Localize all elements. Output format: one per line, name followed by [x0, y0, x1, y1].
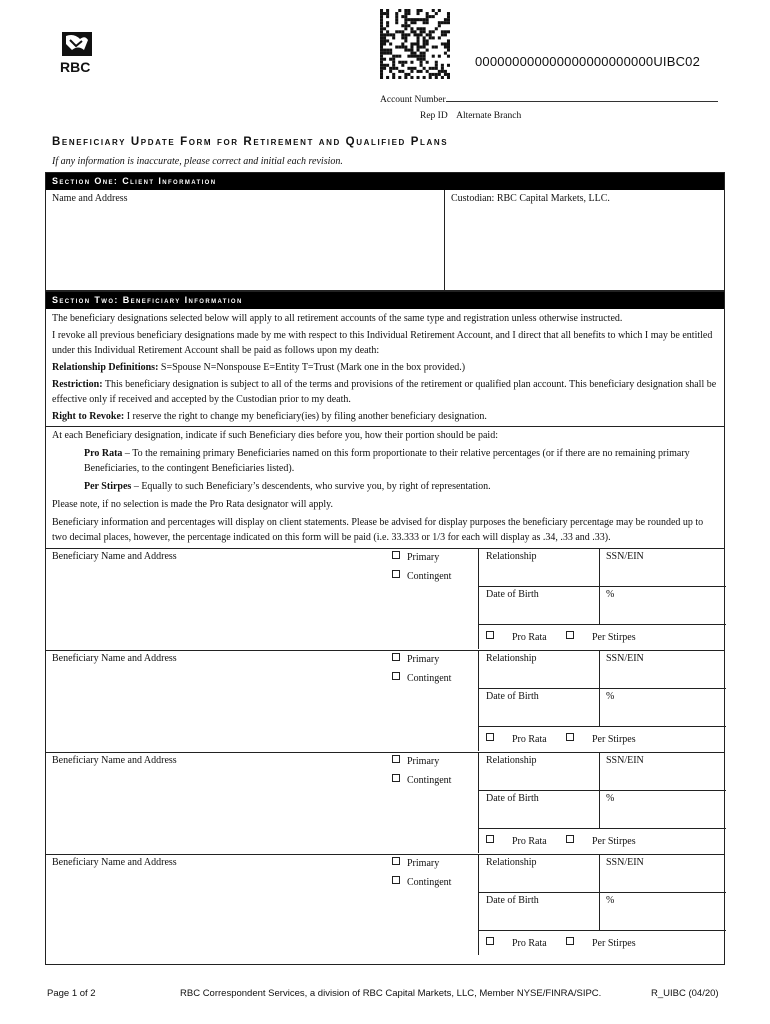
checkbox-icon	[566, 733, 574, 741]
relationship-field[interactable]	[486, 551, 537, 562]
per-stirpes-option-label: Per Stirpes	[592, 734, 636, 745]
beneficiary-name-address-field[interactable]	[52, 653, 177, 664]
restriction	[46, 377, 724, 407]
predecease-instruction: At each Beneficiary designation, indicate if such Beneficiary dies before you, how their portion should be paid:	[52, 430, 498, 441]
checkbox-icon	[392, 774, 400, 782]
barcode	[380, 9, 450, 79]
dob-label: Date of Birth	[486, 691, 539, 702]
default-note: Please note, if no selection is made the Pro Rata designator will apply.	[52, 499, 333, 510]
beneficiary-details-grid	[478, 549, 727, 649]
dob-field[interactable]	[486, 793, 539, 804]
dob-field[interactable]	[486, 589, 539, 600]
percentage-field[interactable]	[606, 589, 614, 600]
primary-label: Primary	[407, 654, 440, 665]
per-stirpes-checkbox[interactable]	[566, 835, 636, 847]
percentage-label: %	[606, 793, 615, 804]
ssn-label: SSN/EIN	[606, 653, 644, 664]
contingent-checkbox[interactable]	[392, 876, 451, 888]
ssn-field[interactable]	[606, 857, 644, 868]
beneficiary-block	[46, 854, 724, 956]
checkbox-icon	[392, 876, 400, 884]
checkbox-icon	[566, 937, 574, 945]
pro-rata-checkbox[interactable]	[486, 733, 547, 745]
percentage-label: %	[606, 589, 615, 600]
logo-text: RBC	[60, 59, 91, 75]
beneficiary-details-grid	[478, 651, 727, 751]
rbc-logo	[54, 30, 100, 78]
checkbox-icon	[392, 672, 400, 680]
pro-rata-option-label: Pro Rata	[512, 632, 547, 643]
primary-label: Primary	[407, 858, 440, 869]
relationship-label: Relationship	[486, 755, 537, 766]
right-to-revoke-label: Right to Revoke:	[52, 411, 125, 422]
pro-rata-definition	[46, 446, 724, 476]
section-one	[45, 172, 725, 291]
primary-checkbox[interactable]	[392, 653, 439, 665]
section-two	[45, 291, 725, 965]
checkbox-icon	[486, 631, 494, 639]
relationship-label: Relationship	[486, 551, 537, 562]
custodian-label: Custodian: RBC Capital Markets, LLC.	[451, 193, 610, 204]
restriction-text: This beneficiary designation is subject to all of the terms and provisions of the retirement or qualified plan account. This beneficiary designation shall be effective only if received and accepted by the Custodian prior to my death.	[52, 379, 717, 405]
pro-rata-option-label: Pro Rata	[512, 938, 547, 949]
checkbox-icon	[486, 835, 494, 843]
percentage-field[interactable]	[606, 895, 614, 906]
ssn-label: SSN/EIN	[606, 551, 644, 562]
section-one-header: Section One: Client Information	[46, 173, 724, 190]
per-stirpes-definition	[46, 479, 724, 494]
dob-field[interactable]	[486, 691, 539, 702]
rep-id-row	[420, 111, 725, 121]
primary-label: Primary	[407, 552, 440, 563]
pro-rata-text: – To the remaining primary Beneficiaries named on this form proportionate to their relative percentages (or if there are no remaining primary Beneficiaries, to the contingent Beneficiaries listed).	[84, 448, 690, 474]
beneficiary-name-address-field[interactable]	[52, 755, 177, 766]
per-stirpes-option-label: Per Stirpes	[592, 632, 636, 643]
dob-label: Date of Birth	[486, 895, 539, 906]
contingent-label: Contingent	[407, 673, 452, 684]
primary-label: Primary	[407, 756, 440, 767]
contingent-label: Contingent	[407, 775, 452, 786]
pro-rata-label: Pro Rata	[84, 448, 123, 459]
relationship-definitions-label: Relationship Definitions:	[52, 362, 159, 373]
account-number-field[interactable]	[380, 92, 725, 105]
contingent-label: Contingent	[407, 877, 452, 888]
per-stirpes-text: – Equally to such Beneficiary’s descendents, who survive you, by right of representation.	[131, 481, 491, 492]
pro-rata-option-label: Pro Rata	[512, 734, 547, 745]
checkbox-icon	[392, 653, 400, 661]
form-title: Beneficiary Update Form for Retirement and Qualified Plans	[52, 136, 449, 148]
per-stirpes-label: Per Stirpes	[84, 481, 132, 492]
relationship-label: Relationship	[486, 653, 537, 664]
relationship-field[interactable]	[486, 755, 537, 766]
beneficiary-block	[46, 752, 724, 854]
beneficiary-details-grid	[478, 855, 727, 955]
percentage-label: %	[606, 691, 615, 702]
account-number-label: Account Number	[380, 95, 446, 105]
per-stirpes-option-label: Per Stirpes	[592, 836, 636, 847]
contingent-checkbox[interactable]	[392, 672, 451, 684]
checkbox-icon	[392, 857, 400, 865]
pro-rata-checkbox[interactable]	[486, 631, 547, 643]
contingent-label: Contingent	[407, 571, 452, 582]
beneficiary-name-label: Beneficiary Name and Address	[52, 857, 177, 868]
pro-rata-checkbox[interactable]	[486, 835, 547, 847]
checkbox-icon	[392, 551, 400, 559]
percentage-label: %	[606, 895, 615, 906]
ssn-field[interactable]	[606, 653, 644, 664]
contingent-checkbox[interactable]	[392, 570, 451, 582]
apply-statement: The beneficiary designations selected below will apply to all retirement accounts of the same type and registration unless otherwise instructed.	[52, 313, 623, 324]
per-stirpes-checkbox[interactable]	[566, 937, 636, 949]
beneficiary-name-address-field[interactable]	[52, 551, 177, 562]
checkbox-icon	[566, 835, 574, 843]
rep-id-label: Rep ID	[420, 111, 448, 121]
primary-checkbox[interactable]	[392, 551, 439, 563]
alternate-branch-label: Alternate Branch	[456, 111, 522, 121]
dob-field[interactable]	[486, 895, 539, 906]
primary-checkbox[interactable]	[392, 857, 439, 869]
ssn-field[interactable]	[606, 551, 644, 562]
checkbox-icon	[486, 733, 494, 741]
percentage-field[interactable]	[606, 793, 614, 804]
form-instruction: If any information is inaccurate, please correct and initial each revision.	[52, 156, 343, 167]
pro-rata-checkbox[interactable]	[486, 937, 547, 949]
checkbox-icon	[566, 631, 574, 639]
relationship-field[interactable]	[486, 857, 537, 868]
primary-checkbox[interactable]	[392, 755, 439, 767]
beneficiary-name-label: Beneficiary Name and Address	[52, 755, 177, 766]
document-code: 000000000000000000000000UIBC02	[475, 54, 701, 69]
per-stirpes-option-label: Per Stirpes	[592, 938, 636, 949]
client-name-label: Name and Address	[52, 193, 128, 204]
checkbox-icon	[486, 937, 494, 945]
pro-rata-option-label: Pro Rata	[512, 836, 547, 847]
right-to-revoke	[46, 409, 724, 424]
relationship-definitions	[46, 360, 724, 375]
custodian-cell	[445, 190, 724, 291]
revoke-statement: I revoke all previous beneficiary designations made by me with respect to this Individual Retirement Account, and I direct that all benefits to which I may be entitled under this Individual Retirement Account shall be paid as follows upon my death:	[52, 330, 713, 356]
beneficiary-block	[46, 548, 724, 650]
relationship-label: Relationship	[486, 857, 537, 868]
beneficiary-name-label: Beneficiary Name and Address	[52, 653, 177, 664]
right-to-revoke-text: I reserve the right to change my beneficiary(ies) by filing another beneficiary designation.	[124, 411, 487, 422]
per-stirpes-checkbox[interactable]	[566, 733, 636, 745]
form-code: R_UIBC (04/20)	[651, 988, 719, 999]
dob-label: Date of Birth	[486, 793, 539, 804]
client-name-address-field[interactable]	[46, 190, 445, 291]
ssn-field[interactable]	[606, 755, 644, 766]
checkbox-icon	[392, 570, 400, 578]
relationship-field[interactable]	[486, 653, 537, 664]
ssn-label: SSN/EIN	[606, 755, 644, 766]
percentage-field[interactable]	[606, 691, 614, 702]
display-note: Beneficiary information and percentages will display on client statements. Please be advised for display purposes the beneficiary percentage may be rounded up to two decimal places, however, the percentage indicated on this form will be paid (i.e. 33.333 or 1/3 for each will display as .34, .33 and .33).	[52, 517, 704, 543]
restriction-label: Restriction:	[52, 379, 103, 390]
page-number: Page 1 of 2	[47, 988, 96, 999]
checkbox-icon	[392, 755, 400, 763]
beneficiary-name-address-field[interactable]	[52, 857, 177, 868]
beneficiary-name-label: Beneficiary Name and Address	[52, 551, 177, 562]
beneficiary-details-grid	[478, 753, 727, 853]
footer-company: RBC Correspondent Services, a division of RBC Capital Markets, LLC, Member NYSE/FINRA/SIPC.	[180, 988, 602, 999]
section-two-header: Section Two: Beneficiary Information	[46, 292, 724, 309]
per-stirpes-checkbox[interactable]	[566, 631, 636, 643]
relationship-definitions-text: S=Spouse N=Nonspouse E=Entity T=Trust (Mark one in the box provided.)	[158, 362, 466, 373]
ssn-label: SSN/EIN	[606, 857, 644, 868]
contingent-checkbox[interactable]	[392, 774, 451, 786]
dob-label: Date of Birth	[486, 589, 539, 600]
beneficiary-block	[46, 650, 724, 752]
